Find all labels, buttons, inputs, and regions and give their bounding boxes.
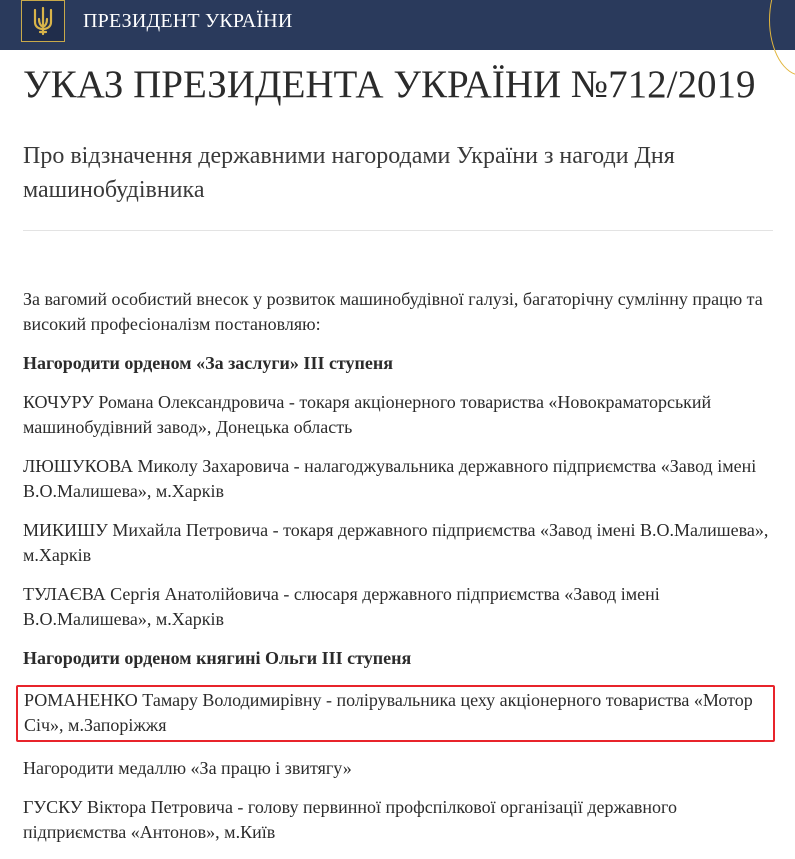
awardee-entry: ЛЮШУКОВА Миколу Захаровича - налагоджувальника державного підприємства «Завод імені В.О.Малишева», м.Харків <box>23 456 757 501</box>
trident-emblem-icon[interactable] <box>21 0 65 42</box>
section-divider <box>23 230 773 231</box>
award-heading: Нагородити орденом «За заслуги» III ступеня <box>23 353 394 373</box>
award-heading: Нагородити орденом княгині Ольги III ступеня <box>23 648 412 668</box>
decree-intro: За вагомий особистий внесок у розвиток машинобудівної галузі, багаторічну сумлінну працю та високий професіоналізм постановляю: <box>23 289 763 334</box>
decree-subtitle: Про відзначення державними нагородами України з нагоди Дня машинобудівника <box>23 143 675 203</box>
awardee-entry: ТУЛАЄВА Сергія Анатолійовича - слюсаря державного підприємства «Завод імені В.О.Малишева», м.Харків <box>23 584 660 629</box>
awardee-entry: МИКИШУ Михайла Петровича - токаря державного підприємства «Завод імені В.О.Малишева», м.Харків <box>23 520 769 565</box>
site-title-link[interactable]: ПРЕЗИДЕНТ УКРАЇНИ <box>83 10 293 32</box>
decree-paragraph-list <box>23 351 773 845</box>
awardee-entry: КОЧУРУ Романа Олександровича - токаря акціонерного товариства «Новокраматорський машинобудівний завод», Донецька область <box>23 392 712 437</box>
menu-toggle-arc[interactable] <box>769 0 795 76</box>
awardee-entry: ГУСКУ Віктора Петровича - голову первинної профспілкової організації державного підприємства «Антонов», м.Київ <box>23 797 677 842</box>
trident-icon <box>31 5 55 37</box>
top-navigation-bar <box>0 0 795 50</box>
decree-body <box>23 287 773 859</box>
highlighted-awardee-entry: РОМАНЕНКО Тамару Володимирівну - полірувальника цеху акціонерного товариства «Мотор Січ», м.Запоріжжя <box>16 685 775 742</box>
decree-title: УКАЗ ПРЕЗИДЕНТА УКРАЇНИ №712/2019 <box>23 63 756 106</box>
award-line: Нагородити медаллю «За працю і звитягу» <box>23 758 352 778</box>
